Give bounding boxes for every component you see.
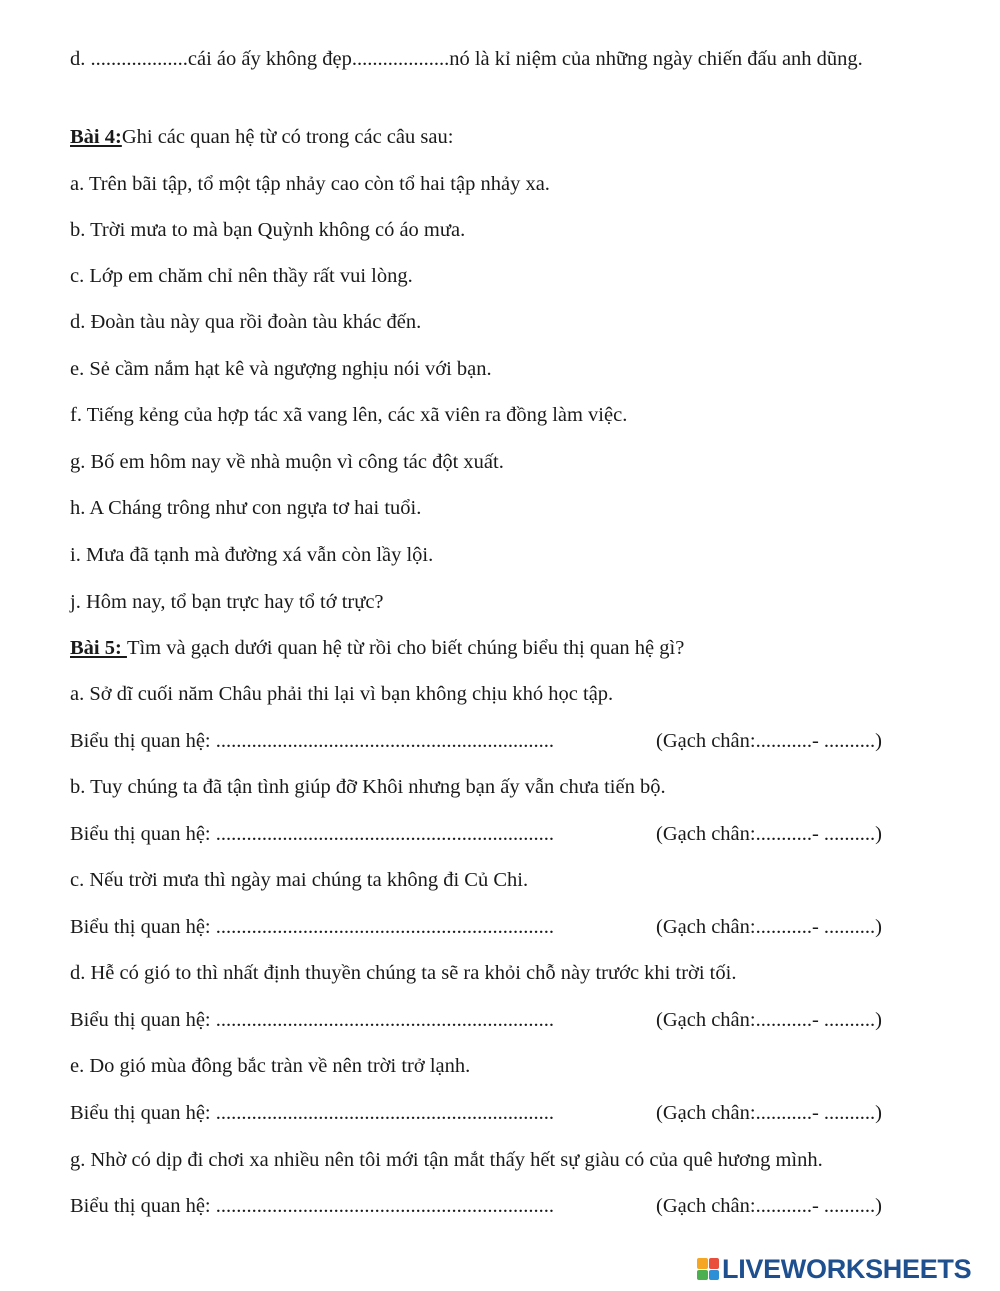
bai4-item-d: d. Đoàn tàu này qua rồi đoàn tàu khác đến. [70, 311, 422, 333]
bai4-item-a: a. Trên bãi tập, tổ một tập nhảy cao còn tổ hai tập nhảy xa. [70, 173, 550, 195]
logo-square-2 [709, 1258, 720, 1269]
bai5-heading [70, 633, 930, 663]
underline-answer-field[interactable]: (Gạch chân:...........- ..........) [656, 1195, 883, 1217]
logo-square-3 [697, 1270, 708, 1281]
relation-answer-field[interactable]: Biểu thị quan hệ: .................................................................. [70, 1102, 555, 1124]
logo-mark-icon [697, 1258, 719, 1280]
relation-answer-field[interactable]: Biểu thị quan hệ: .................................................................. [70, 1195, 555, 1217]
bai4-heading [70, 122, 930, 152]
bai5-answer-row-b [70, 819, 930, 849]
bai5-answer-row-g [70, 1191, 930, 1221]
bai5-instruction: Tìm và gạch dưới quan hệ từ rồi cho biết chúng biểu thị quan hệ gì? [126, 637, 685, 659]
bai4-item-b: b. Trời mưa to mà bạn Quỳnh không có áo mưa. [70, 219, 466, 241]
bai4-instruction: Ghi các quan hệ từ có trong các câu sau: [121, 126, 454, 148]
bai4-item-j: j. Hôm nay, tổ bạn trực hay tổ tớ trực? [70, 591, 384, 613]
bai5-answer-row-e [70, 1098, 930, 1128]
bai4-item-e: e. Sẻ cầm nắm hạt kê và ngượng nghịu nói với bạn. [70, 358, 492, 380]
relation-answer-field[interactable]: Biểu thị quan hệ: .................................................................. [70, 730, 555, 752]
underline-answer-field[interactable]: (Gạch chân:...........- ..........) [656, 730, 883, 752]
bai5-title: Bài 5: [70, 637, 127, 659]
bai4-item-f: f. Tiếng kẻng của hợp tác xã vang lên, các xã viên ra đồng làm việc. [70, 404, 628, 426]
bai5-item-c: c. Nếu trời mưa thì ngày mai chúng ta không đi Củ Chi. [70, 869, 529, 891]
logo-text: LIVEWORKSHEETS [722, 1253, 972, 1284]
bai4-title: Bài 4: [70, 126, 122, 148]
bai4-item-i: i. Mưa đã tạnh mà đường xá vẫn còn lầy lội. [70, 544, 434, 566]
liveworksheets-logo [697, 1254, 971, 1284]
bai4-item-c: c. Lớp em chăm chỉ nên thầy rất vui lòng. [70, 265, 413, 287]
bai5-item-a: a. Sở dĩ cuối năm Châu phải thi lại vì bạn không chịu khó học tập. [70, 683, 614, 705]
underline-answer-field[interactable]: (Gạch chân:...........- ..........) [656, 823, 883, 845]
bai5-item-b: b. Tuy chúng ta đã tận tình giúp đỡ Khôi nhưng bạn ấy vẫn chưa tiến bộ. [70, 776, 666, 798]
relation-answer-field[interactable]: Biểu thị quan hệ: .................................................................. [70, 1009, 555, 1031]
intro-d-text: d. ...................cái áo ấy không đẹp...................nó là kỉ niệm của những ngày chiến đấu anh dũng. [70, 48, 863, 70]
underline-answer-field[interactable]: (Gạch chân:...........- ..........) [656, 1102, 883, 1124]
bai5-answer-row-d [70, 1005, 930, 1035]
bai4-item-h: h. A Cháng trông như con ngựa tơ hai tuổi. [70, 497, 422, 519]
bai5-answer-row-a [70, 726, 930, 756]
relation-answer-field[interactable]: Biểu thị quan hệ: .................................................................. [70, 823, 555, 845]
underline-answer-field[interactable]: (Gạch chân:...........- ..........) [656, 916, 883, 938]
bai5-item-d: d. Hễ có gió to thì nhất định thuyền chúng ta sẽ ra khỏi chỗ này trước khi trời tối. [70, 962, 737, 984]
logo-square-4 [709, 1270, 720, 1281]
logo-square-1 [697, 1258, 708, 1269]
bai4-item-g: g. Bố em hôm nay về nhà muộn vì công tác đột xuất. [70, 451, 504, 473]
relation-answer-field[interactable]: Biểu thị quan hệ: .................................................................. [70, 916, 555, 938]
bai5-item-g: g. Nhờ có dịp đi chơi xa nhiều nên tôi mới tận mắt thấy hết sự giàu có của quê hương mình. [70, 1149, 823, 1171]
underline-answer-field[interactable]: (Gạch chân:...........- ..........) [656, 1009, 883, 1031]
bai5-item-e: e. Do gió mùa đông bắc tràn về nên trời trở lạnh. [70, 1055, 471, 1077]
bai5-answer-row-c [70, 912, 930, 942]
